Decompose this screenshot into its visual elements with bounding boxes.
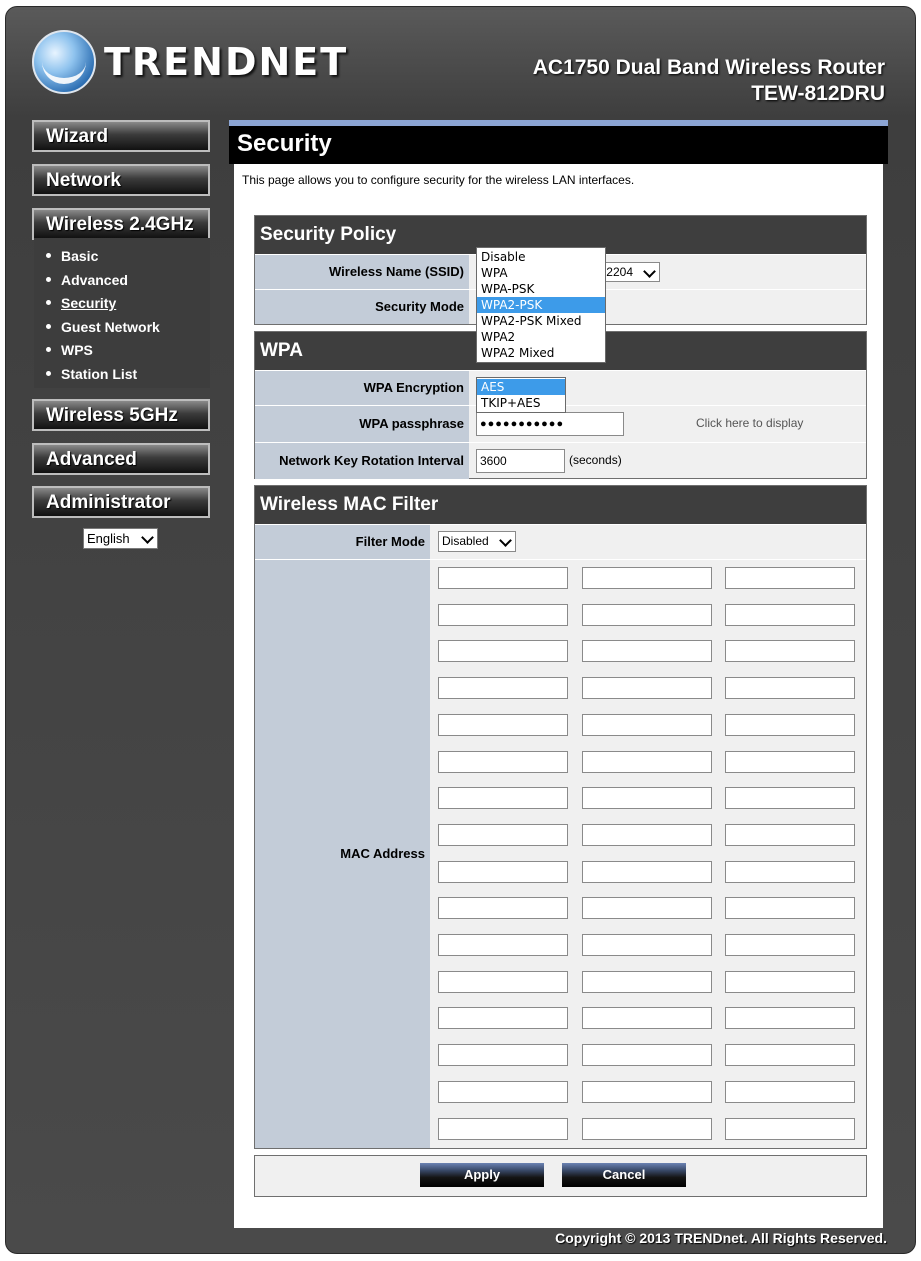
mac-address-input[interactable] xyxy=(725,714,855,736)
menu-network[interactable]: Network xyxy=(32,164,210,196)
rotation-label: Network Key Rotation Interval xyxy=(255,443,469,479)
product-model: TEW-812DRU xyxy=(751,82,885,105)
mac-address-input[interactable] xyxy=(438,640,568,662)
submenu-wps[interactable]: WPS xyxy=(46,342,93,358)
submenu-basic[interactable]: Basic xyxy=(46,248,98,264)
chevron-down-icon xyxy=(499,534,512,547)
ssid-label: Wireless Name (SSID) xyxy=(255,255,469,289)
mac-address-input[interactable] xyxy=(725,787,855,809)
mac-address-input[interactable] xyxy=(438,1118,568,1140)
mac-address-input[interactable] xyxy=(438,1007,568,1029)
mac-address-input[interactable] xyxy=(438,971,568,993)
mac-filter-title: Wireless MAC Filter xyxy=(255,486,866,524)
submenu-guest-network[interactable]: Guest Network xyxy=(46,319,160,335)
security-policy-title: Security Policy xyxy=(255,216,866,254)
mac-address-input[interactable] xyxy=(725,640,855,662)
main-content xyxy=(234,164,883,1228)
mac-address-input[interactable] xyxy=(438,1081,568,1103)
mac-address-input[interactable] xyxy=(725,934,855,956)
page-header xyxy=(229,120,888,164)
mac-address-input[interactable] xyxy=(582,1007,712,1029)
mac-address-input[interactable] xyxy=(582,567,712,589)
mac-address-input[interactable] xyxy=(582,1118,712,1140)
wpa-title: WPA xyxy=(255,332,866,370)
mode-option-wpa2-psk-mixed[interactable]: WPA2-PSK Mixed xyxy=(481,314,582,328)
apply-button[interactable]: Apply xyxy=(420,1163,544,1187)
mac-address-input[interactable] xyxy=(725,604,855,626)
mac-address-input[interactable] xyxy=(582,1044,712,1066)
rotation-row xyxy=(255,442,866,479)
page-title: Security xyxy=(237,130,332,157)
wpa-passphrase-label: WPA passphrase xyxy=(255,406,469,442)
mac-address-input[interactable] xyxy=(438,897,568,919)
mac-address-input[interactable] xyxy=(438,714,568,736)
mac-address-input[interactable] xyxy=(582,677,712,699)
mac-address-input[interactable] xyxy=(582,897,712,919)
mac-address-input[interactable] xyxy=(725,567,855,589)
encryption-option-aes[interactable]: AES xyxy=(477,379,565,395)
action-bar xyxy=(254,1155,867,1197)
mac-address-input[interactable] xyxy=(582,971,712,993)
brand-name: TRENDNET xyxy=(104,40,349,84)
display-passphrase-link[interactable]: Click here to display xyxy=(696,416,804,430)
cancel-button[interactable]: Cancel xyxy=(562,1163,686,1187)
mode-option-wpa[interactable]: WPA xyxy=(481,266,508,280)
mode-option-wpa2[interactable]: WPA2 xyxy=(481,330,516,344)
mode-option-wpa-psk[interactable]: WPA-PSK xyxy=(481,282,535,296)
mac-address-input[interactable] xyxy=(438,751,568,773)
encryption-option-tkip-aes[interactable]: TKIP+AES xyxy=(481,396,541,410)
filter-mode-row xyxy=(255,524,866,559)
mac-address-input[interactable] xyxy=(725,971,855,993)
menu-wireless-5ghz[interactable]: Wireless 5GHz xyxy=(32,399,210,431)
wpa-encryption-label: WPA Encryption xyxy=(255,371,469,405)
mode-option-wpa2-mixed[interactable]: WPA2 Mixed xyxy=(481,346,555,360)
submenu-security[interactable]: Security xyxy=(46,295,116,311)
wpa-passphrase-input[interactable]: ●●●●●●●●●●● xyxy=(476,412,624,436)
security-mode-label: Security Mode xyxy=(255,290,469,324)
mac-address-input[interactable] xyxy=(582,861,712,883)
filter-mode-value: Disabled xyxy=(442,534,489,548)
filter-mode-select[interactable] xyxy=(438,531,516,552)
menu-wireless-24ghz[interactable]: Wireless 2.4GHz xyxy=(32,208,210,240)
mac-address-input[interactable] xyxy=(438,677,568,699)
filter-mode-label: Filter Mode xyxy=(255,525,430,559)
product-name: AC1750 Dual Band Wireless Router xyxy=(532,56,885,79)
mac-address-input[interactable] xyxy=(582,714,712,736)
security-mode-dropdown[interactable] xyxy=(476,247,606,363)
mac-address-input[interactable] xyxy=(582,604,712,626)
mac-address-input[interactable] xyxy=(725,861,855,883)
mac-address-input[interactable] xyxy=(725,1081,855,1103)
mac-address-input[interactable] xyxy=(438,824,568,846)
mac-address-input[interactable] xyxy=(438,934,568,956)
submenu-station-list[interactable]: Station List xyxy=(46,366,137,382)
menu-advanced[interactable]: Advanced xyxy=(32,443,210,475)
mac-address-input[interactable] xyxy=(582,640,712,662)
mac-address-input[interactable] xyxy=(438,787,568,809)
mac-address-input[interactable] xyxy=(438,604,568,626)
mac-address-input[interactable] xyxy=(582,787,712,809)
product-info xyxy=(533,56,885,106)
mac-address-input[interactable] xyxy=(438,1044,568,1066)
wpa-encryption-dropdown[interactable] xyxy=(476,377,566,413)
mac-address-input[interactable] xyxy=(438,567,568,589)
page-intro: This page allows you to configure security for the wireless LAN interfaces. xyxy=(242,173,635,187)
rotation-unit: (seconds) xyxy=(569,453,622,467)
mac-address-input[interactable] xyxy=(582,934,712,956)
mac-address-input[interactable] xyxy=(582,751,712,773)
mac-address-input[interactable] xyxy=(725,751,855,773)
mac-address-input[interactable] xyxy=(725,897,855,919)
copyright: Copyright © 2013 TRENDnet. All Rights Reserved. xyxy=(555,1230,887,1246)
chevron-down-icon xyxy=(643,265,656,278)
mac-address-input[interactable] xyxy=(725,677,855,699)
mode-option-wpa2-psk[interactable]: WPA2-PSK xyxy=(477,297,605,313)
wireless-24ghz-submenu xyxy=(34,238,210,388)
chevron-down-icon xyxy=(141,531,154,544)
mac-address-input[interactable] xyxy=(582,824,712,846)
rotation-interval-input[interactable]: 3600 xyxy=(476,449,565,473)
mac-address-input[interactable] xyxy=(725,1007,855,1029)
mode-option-disable[interactable]: Disable xyxy=(481,250,526,264)
logo-globe-icon xyxy=(32,30,96,94)
mac-address-row xyxy=(255,559,866,1148)
menu-wizard[interactable]: Wizard xyxy=(32,120,210,152)
mac-address-input[interactable] xyxy=(725,1118,855,1140)
mac-address-input[interactable] xyxy=(725,1044,855,1066)
ssid-value: 2204 xyxy=(606,265,633,279)
mac-address-input[interactable] xyxy=(582,1081,712,1103)
submenu-advanced[interactable]: Advanced xyxy=(46,272,128,288)
mac-address-label: MAC Address xyxy=(255,560,430,1148)
mac-address-input[interactable] xyxy=(725,824,855,846)
mac-filter-section xyxy=(254,485,867,1149)
menu-administrator[interactable]: Administrator xyxy=(32,486,210,518)
mac-address-input[interactable] xyxy=(438,861,568,883)
language-select[interactable] xyxy=(83,528,158,549)
language-value: English xyxy=(87,531,130,546)
